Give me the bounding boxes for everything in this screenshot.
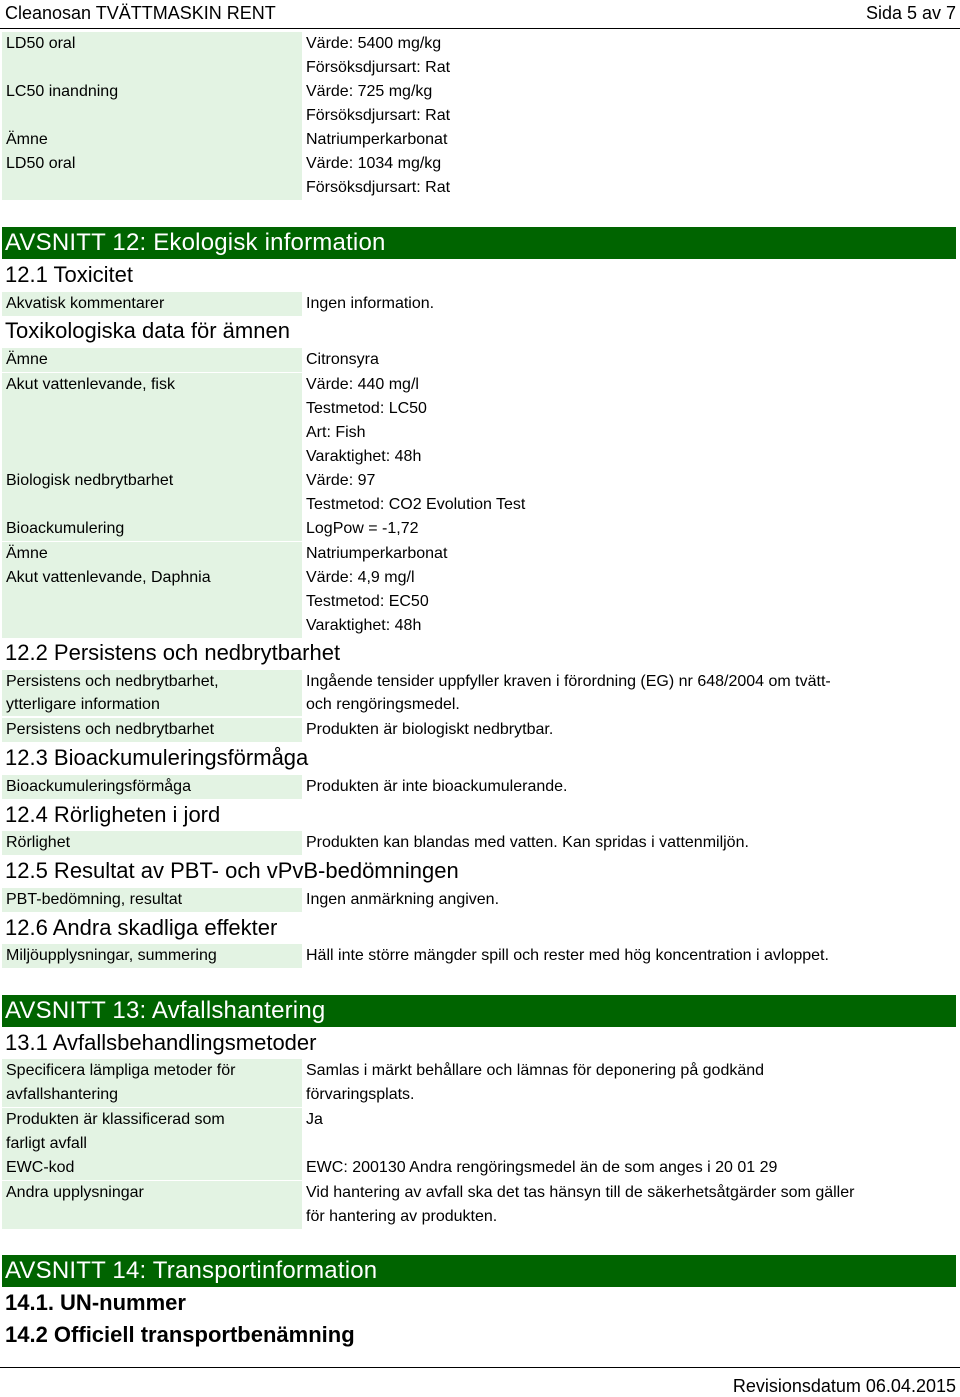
subsection-12-4-title: 12.4 Rörligheten i jord (5, 802, 221, 827)
row-label: Biologisk nedbrytbarhet (2, 469, 302, 517)
row-value: Samlas i märkt behållare och lämnas för deponering på godkänd förvaringsplats. (306, 1062, 765, 1103)
row-label: Rörlighet (2, 831, 302, 855)
section-14-banner: AVSNITT 14: Transportinformation (2, 1255, 956, 1287)
row-value: Häll inte större mängder spill och rester med hög koncentration i avloppet. (306, 947, 829, 964)
page-number: Sida 5 av 7 (865, 3, 956, 23)
toxicological-data-heading: Toxikologiska data för ämnen (5, 318, 290, 343)
row-value: Produkten är inte bioackumulerande. (306, 778, 568, 795)
row-label: Ämne (2, 128, 302, 152)
row-value: Värde: 440 mg/l Testmetod: LC50 Art: Fish Varaktighet: 48h (306, 376, 427, 465)
subsection-12-5-title: 12.5 Resultat av PBT- och vPvB-bedömningen (5, 858, 459, 883)
row-value: Ingående tensider uppfyller kraven i förordning (EG) nr 648/2004 om tvätt- och rengöringsmedel. (306, 673, 831, 713)
row-label: Akut vattenlevande, Daphnia (2, 566, 302, 638)
section-13-banner: AVSNITT 13: Avfallshantering (2, 995, 956, 1027)
row-label: LD50 oral (2, 32, 302, 80)
row-label: Specificera lämpliga metoder för avfallshantering (2, 1059, 302, 1107)
row-label: Akvatisk kommentarer (2, 292, 302, 316)
row-label: Ämne (2, 348, 302, 372)
subsection-14-1-title: 14.1. UN-nummer (5, 1290, 186, 1315)
row-label: Akut vattenlevande, fisk (2, 373, 302, 469)
row-label: Ämne (2, 542, 302, 566)
document-company-title: Cleanosan TVÄTTMASKIN RENT (5, 3, 276, 23)
row-value: Värde: 1034 mg/kg Försöksdjursart: Rat (306, 155, 451, 196)
subsection-12-3-title: 12.3 Bioackumuleringsförmåga (5, 745, 309, 770)
row-value: Värde: 4,9 mg/l Testmetod: EC50 Varaktighet: 48h (306, 569, 429, 634)
subsection-12-1-title: 12.1 Toxicitet (5, 262, 134, 287)
row-value: Vid hantering av avfall ska det tas hänsyn till de säkerhetsåtgärder som gäller för hantering av produkten. (306, 1184, 855, 1225)
row-value: Natriumperkarbonat (306, 131, 448, 148)
row-value: Ingen anmärkning angiven. (306, 891, 500, 908)
subsection-14-2-title: 14.2 Officiell transportbenämning (5, 1322, 355, 1347)
subsection-13-1-title: 13.1 Avfallsbehandlingsmetoder (5, 1030, 317, 1055)
row-label: Miljöupplysningar, summering (2, 944, 302, 968)
subsection-12-2-title: 12.2 Persistens och nedbrytbarhet (5, 640, 341, 665)
row-label: Bioackumuleringsförmåga (2, 775, 302, 799)
row-value: Värde: 97 Testmetod: CO2 Evolution Test (306, 472, 526, 513)
row-value: Produkten är biologiskt nedbrytbar. (306, 721, 554, 738)
row-label: Bioackumulering (2, 517, 302, 541)
row-label: EWC-kod (2, 1156, 302, 1180)
row-label: Produkten är klassificerad som farligt avfall (2, 1108, 302, 1156)
row-value: Natriumperkarbonat (306, 545, 448, 562)
subsection-12-6-title: 12.6 Andra skadliga effekter (5, 915, 278, 940)
row-value: Värde: 725 mg/kg Försöksdjursart: Rat (306, 83, 451, 124)
row-label: Persistens och nedbrytbarhet, ytterligare information (2, 670, 302, 716)
row-value: Citronsyra (306, 351, 379, 368)
row-value: LogPow = -1,72 (306, 520, 419, 537)
row-label: LC50 inandning (2, 80, 302, 128)
row-label: LD50 oral (2, 152, 302, 200)
row-value: Värde: 5400 mg/kg Försöksdjursart: Rat (306, 35, 451, 76)
row-label: Andra upplysningar (2, 1181, 302, 1229)
row-label: PBT-bedömning, resultat (2, 888, 302, 912)
row-value: EWC: 200130 Andra rengöringsmedel än de som anges i 20 01 29 (306, 1159, 778, 1176)
row-value: Produkten kan blandas med vatten. Kan spridas i vattenmiljön. (306, 834, 749, 851)
header-divider (0, 28, 960, 29)
footer-divider (0, 1367, 960, 1368)
row-label: Persistens och nedbrytbarhet (2, 718, 302, 742)
row-value: Ja (306, 1111, 323, 1128)
section-12-banner: AVSNITT 12: Ekologisk information (2, 227, 956, 259)
row-value: Ingen information. (306, 295, 435, 312)
revision-date: Revisionsdatum 06.04.2015 (732, 1376, 956, 1396)
